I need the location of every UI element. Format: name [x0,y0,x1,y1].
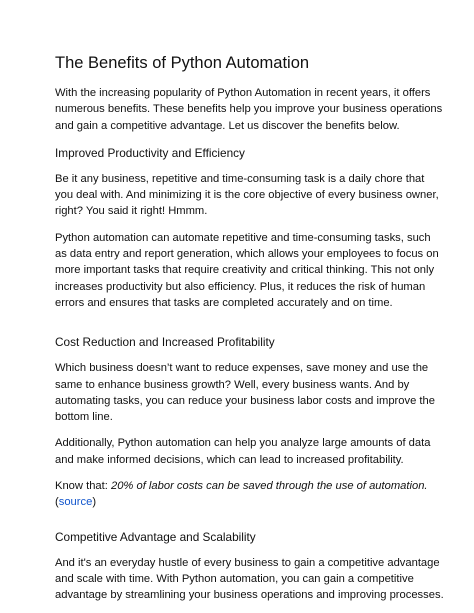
cost-paragraph-2: Additionally, Python automation can help you analyze large amounts of data and make informed decisions, which can lead to increased profitability. [55,437,431,466]
know-that-paragraph [55,478,444,511]
productivity-paragraph-1: Be it any business, repetitive and time-consuming task is a daily chore that you deal with. And minimizing it is the core objective of every business owner, right? You said it right! Hmmm. [55,172,439,218]
section-heading-productivity: Improved Productivity and Efficiency [55,145,245,160]
cost-paragraph-1: Which business doesn’t want to reduce expenses, save money and use the same to enhance business growth? Well, every business wants. And by automating tasks, you can reduce your business labor costs and improve the bottom line. [55,362,435,424]
source-link[interactable]: source [58,496,93,509]
source-open-paren: ( [55,496,59,509]
section-heading-competitive-advantage: Competitive Advantage and Scalability [55,529,256,544]
productivity-paragraph-2: Python automation can automate repetitive and time-consuming tasks, such as data entry and report generation, which allows your employees to focus on more important tasks that require creativity and critical thinking. This not only increases productivity but also efficiency. Plus, it reduces the risk of human errors and ensures that tasks are completed accurately and on time. [55,231,439,309]
know-that-label: Know that: [55,480,111,493]
competitive-paragraph-1: And it's an everyday hustle of every business to gain a competitive advantage and scale with time. With Python automation, you can gain a competitive advantage by streamlining your business operations and improving processes. [55,556,444,602]
section-heading-cost-reduction: Cost Reduction and Increased Profitability [55,335,275,350]
labor-cost-statistic: 20% of labor costs can be saved through the use of automation. [110,480,428,493]
source-close-paren: ) [92,496,97,509]
intro-paragraph: With the increasing popularity of Python Automation in recent years, it offers numerous benefits. These benefits help you improve your business operations and gain a competitive advantage. Let us discover the benefits below. [55,87,443,132]
page-title: The Benefits of Python Automation [55,54,310,72]
